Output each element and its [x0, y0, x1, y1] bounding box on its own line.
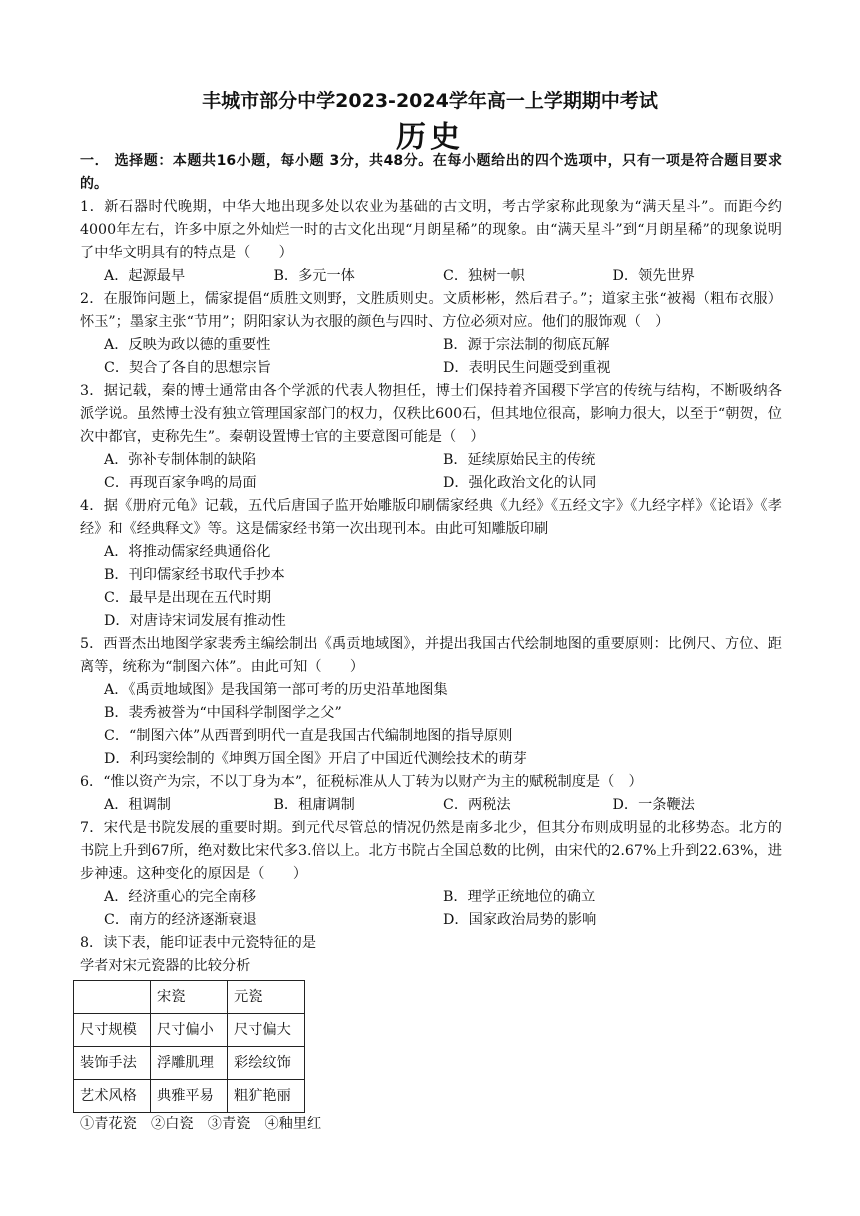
option-a[interactable]: A．《禹贡地域图》是我国第一部可考的历史沿革地图集	[104, 682, 448, 698]
option-b[interactable]: B．源于宗法制的彻底瓦解	[443, 337, 610, 353]
option-a[interactable]: A．反映为政以德的重要性	[104, 337, 271, 353]
table-cell: 尺寸规模	[74, 1014, 151, 1047]
table-cell: 典雅平易	[151, 1080, 228, 1113]
comparison-table	[73, 980, 305, 1113]
option-c[interactable]: C．南方的经济逐渐衰退	[104, 912, 257, 928]
option-c[interactable]: C．最早是出现在五代时期	[104, 590, 271, 606]
option-a[interactable]: A．经济重心的完全南移	[104, 889, 257, 905]
question-8-stem: 8．读下表，能印证表中元瓷特征的是	[80, 935, 317, 951]
option-b[interactable]: B．延续原始民主的传统	[443, 452, 596, 468]
question-2-options	[80, 334, 782, 380]
option-d[interactable]: D．强化政治文化的认同	[443, 475, 597, 491]
option-c[interactable]: C．两税法	[443, 797, 511, 813]
table-header-row	[74, 981, 305, 1014]
table-cell: 尺寸偏小	[151, 1014, 228, 1047]
option-d[interactable]: D．国家政治局势的影响	[443, 912, 597, 928]
option-b[interactable]: B．刊印儒家经书取代手抄本	[104, 567, 285, 583]
exam-body	[80, 150, 782, 1136]
option-d[interactable]: D．一条鞭法	[612, 797, 695, 813]
question-1-options	[80, 265, 782, 288]
question-7-options	[80, 886, 782, 932]
option-d[interactable]: D．表明民生问题受到重视	[443, 360, 611, 376]
option-d[interactable]: D．利玛窦绘制的《坤舆万国全图》开启了中国近代测绘技术的萌芽	[104, 751, 527, 767]
question-6-options	[80, 794, 782, 817]
question-7-stem: 7．宋代是书院发展的重要时期。到元代尽管总的情况仍然是南多北少，但其分布则成明显的北移势态。北方的书院上升到67所，绝对数比宋代多3.倍以上。北方书院占全国总数的比例，由宋代的2.67%上升到22.63%，进步神速。这种变化的原因是（ ）	[80, 820, 782, 882]
option-c[interactable]: C．独树一帜	[443, 268, 525, 284]
option-d[interactable]: D．对唐诗宋词发展有推动性	[104, 613, 286, 629]
option-a[interactable]: A．租调制	[104, 797, 171, 813]
question-3-stem: 3．据记载，秦的博士通常由各个学派的代表人物担任，博士们保持着齐国稷下学宫的传统与结构，不断吸纳各派学说。虽然博士没有独立管理国家部门的权力，仅秩比600石，但其地位很高，影响力很大，以至于“朝贺，位次中都官，吏称先生”。秦朝设置博士官的主要意图可能是（ ）	[80, 383, 782, 445]
question-5-stem: 5．西晋杰出地图学家裴秀主编绘制出《禹贡地域图》，并提出我国古代绘制地图的重要原则：比例尺、方位、距离等，统称为“制图六体”。由此可知（ ）	[80, 636, 782, 675]
table-header-cell: 元瓷	[228, 981, 305, 1014]
option-d[interactable]: D．领先世界	[612, 268, 695, 284]
option-c[interactable]: C．“制图六体”从西晋到明代一直是我国古代编制地图的指导原则	[104, 728, 513, 744]
table-row	[74, 1014, 305, 1047]
question-1-stem: 1．新石器时代晚期，中华大地出现多处以农业为基础的古文明，考古学家称此现象为“满天星斗”。而距今约4000年左右，许多中原之外灿烂一时的古文化出现“月朗星稀”的现象。由“满天星斗”到“月朗星稀”的现象说明了中华文明具有的特点是（ ）	[80, 199, 782, 261]
table-header-cell: 宋瓷	[151, 981, 228, 1014]
table-cell: 装饰手法	[74, 1047, 151, 1080]
option-a[interactable]: A．起源最早	[104, 268, 186, 284]
option-b[interactable]: B．多元一体	[273, 268, 355, 284]
exam-title: 丰城市部分中学2023-2024学年高一上学期期中考试	[202, 90, 658, 112]
option-c[interactable]: C．再现百家争鸣的局面	[104, 475, 257, 491]
question-4-options	[80, 541, 782, 633]
option-a[interactable]: A．弥补专制体制的缺陷	[104, 452, 257, 468]
table-cell: 粗犷艳丽	[228, 1080, 305, 1113]
subject-title: 历史	[396, 120, 464, 155]
table-cell: 彩绘纹饰	[228, 1047, 305, 1080]
section-instructions: 一． 选择题：本题共16小题，每小题 3分，共48分。在每小题给出的四个选项中，只有一项是符合题目要求的。	[80, 153, 782, 192]
option-b[interactable]: B．理学正统地位的确立	[443, 889, 596, 905]
question-5-options	[80, 679, 782, 771]
option-b[interactable]: B．租庸调制	[273, 797, 355, 813]
table-header-cell	[74, 981, 151, 1014]
question-4-stem: 4．据《册府元龟》记载，五代后唐国子监开始雕版印刷儒家经典《九经》《五经文字》《九经字样》《论语》《孝经》和《经典释文》等。这是儒家经书第一次出现刊本。由此可知雕版印刷	[80, 498, 782, 537]
table-cell: 尺寸偏大	[228, 1014, 305, 1047]
option-c[interactable]: C．契合了各自的思想宗旨	[104, 360, 271, 376]
question-6-stem: 6．“惟以资产为宗，不以丁身为本”，征税标准从人丁转为以财产为主的赋税制度是（ ）	[80, 774, 643, 790]
table-row	[74, 1047, 305, 1080]
option-b[interactable]: B．裴秀被誉为“中国科学制图学之父”	[104, 705, 342, 721]
question-8-items: ①青花瓷 ②白瓷 ③青瓷 ④釉里红	[80, 1116, 322, 1132]
option-a[interactable]: A．将推动儒家经典通俗化	[104, 544, 271, 560]
table-caption: 学者对宋元瓷器的比较分析	[80, 958, 251, 974]
table-cell: 浮雕肌理	[151, 1047, 228, 1080]
table-row	[74, 1080, 305, 1113]
question-2-stem: 2．在服饰问题上，儒家提倡“质胜文则野，文胜质则史。文质彬彬，然后君子。”；道家主张“被褐（粗布衣服）怀玉”；墨家主张“节用”；阴阳家认为衣服的颜色与四时、方位必须对应。他们的服饰观（ ）	[80, 291, 782, 330]
question-3-options	[80, 449, 782, 495]
table-cell: 艺术风格	[74, 1080, 151, 1113]
